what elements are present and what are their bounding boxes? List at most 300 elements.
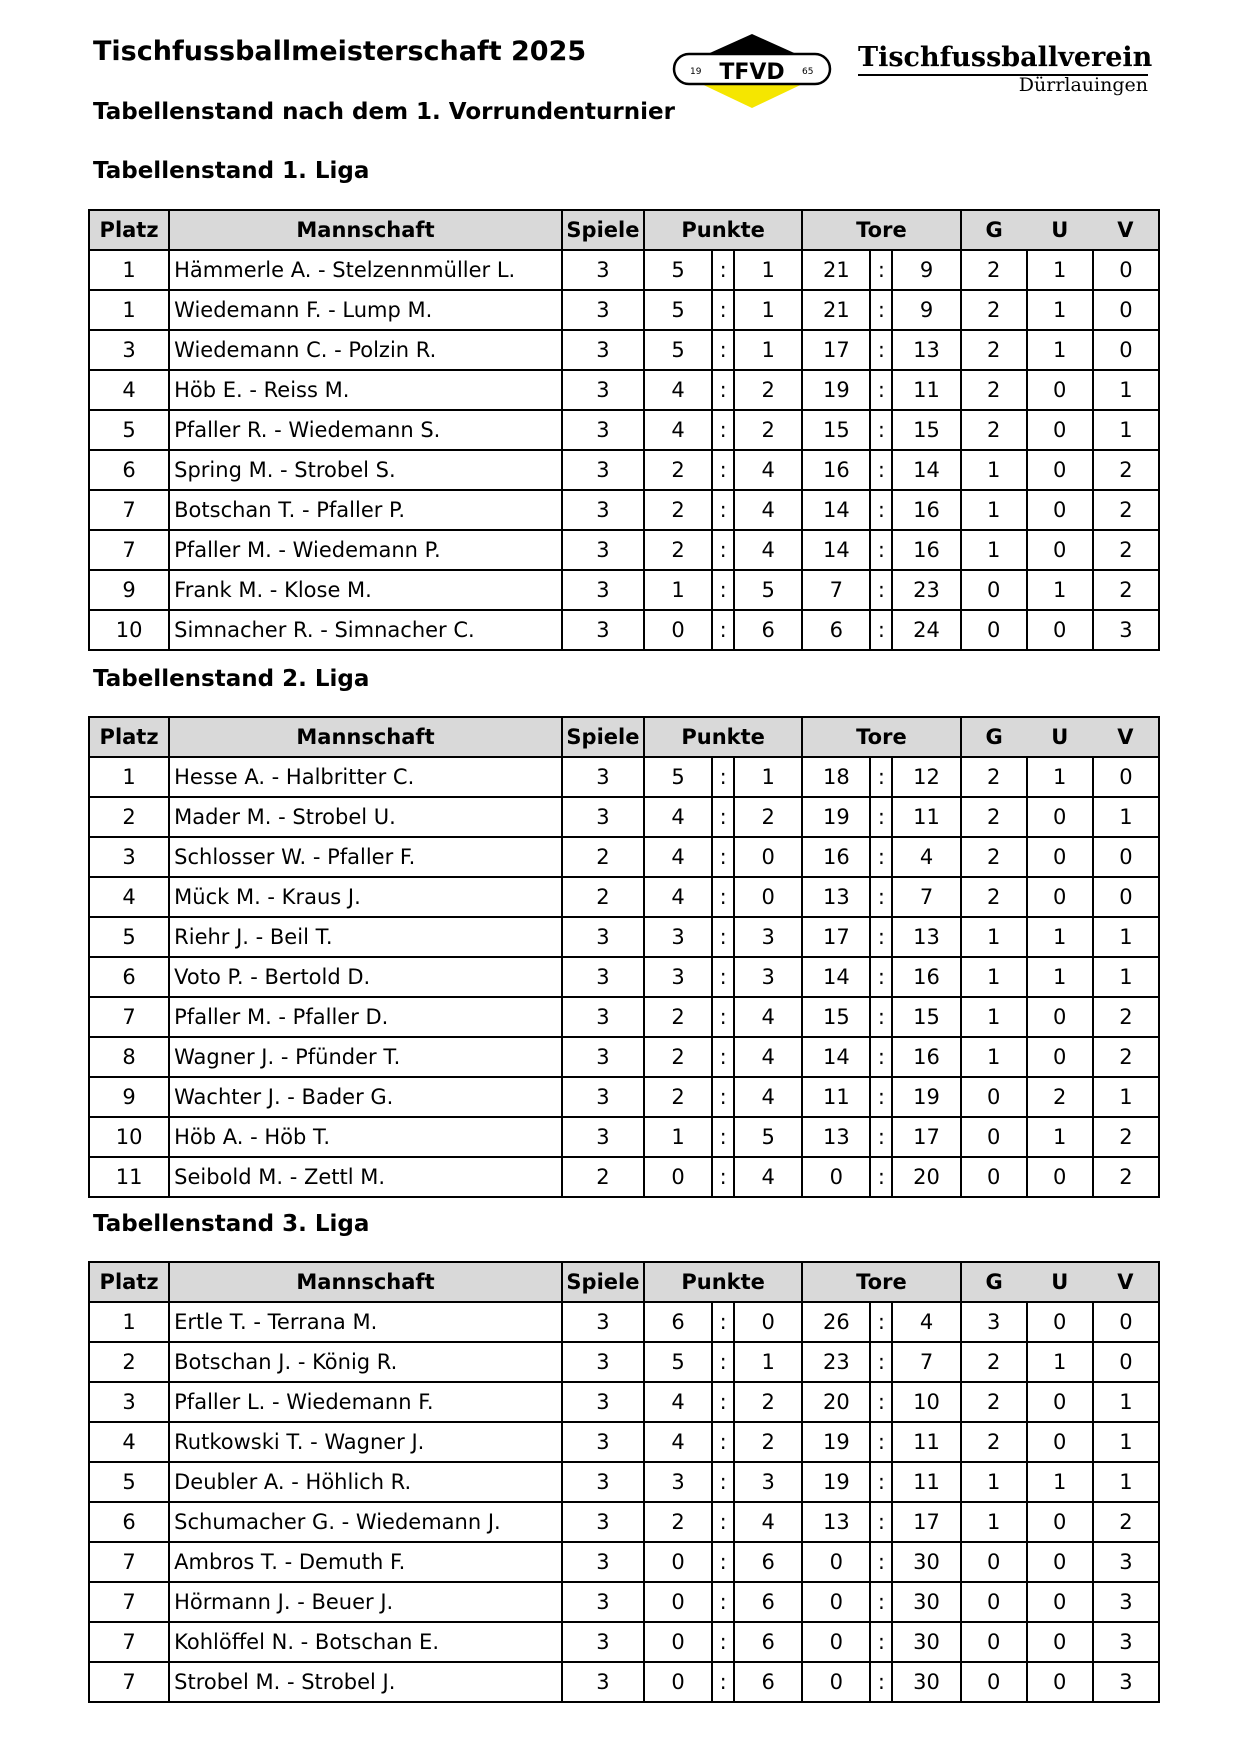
cell-spiele: 3 (562, 997, 644, 1037)
cell-mannschaft: Schumacher G. - Wiedemann J. (169, 1502, 562, 1542)
cell-separator: : (712, 1077, 734, 1117)
cell-separator: : (870, 1342, 892, 1382)
cell-tore-plus: 21 (802, 290, 870, 330)
cell-spiele: 3 (562, 757, 644, 797)
cell-spiele: 3 (562, 957, 644, 997)
cell-punkte-minus: 6 (734, 610, 802, 650)
cell-tore-plus: 14 (802, 957, 870, 997)
cell-punkte-plus: 4 (644, 410, 712, 450)
table-row (89, 530, 1159, 570)
cell-spiele: 3 (562, 917, 644, 957)
cell-mannschaft: Ertle T. - Terrana M. (169, 1302, 562, 1342)
cell-spiele: 3 (562, 330, 644, 370)
cell-tore-minus: 4 (892, 837, 960, 877)
header-punkte: Punkte (644, 1262, 802, 1302)
table-row (89, 370, 1159, 410)
cell-separator: : (870, 1422, 892, 1462)
cell-separator: : (870, 1077, 892, 1117)
cell-spiele: 2 (562, 837, 644, 877)
table-row (89, 1422, 1159, 1462)
league-title: Tabellenstand 3. Liga (93, 1211, 370, 1237)
cell-g: 2 (961, 757, 1027, 797)
cell-punkte-minus: 2 (734, 410, 802, 450)
cell-separator: : (712, 1302, 734, 1342)
cell-tore-plus: 6 (802, 610, 870, 650)
cell-u: 0 (1027, 1582, 1093, 1622)
cell-tore-minus: 7 (892, 1342, 960, 1382)
cell-u: 1 (1027, 957, 1093, 997)
cell-spiele: 3 (562, 1117, 644, 1157)
cell-v: 1 (1093, 410, 1159, 450)
cell-punkte-minus: 4 (734, 490, 802, 530)
cell-punkte-minus: 1 (734, 250, 802, 290)
logo-year-right: 65 (802, 67, 814, 77)
cell-punkte-minus: 4 (734, 530, 802, 570)
cell-spiele: 3 (562, 1382, 644, 1422)
cell-punkte-plus: 4 (644, 370, 712, 410)
cell-g: 1 (961, 997, 1027, 1037)
cell-platz: 1 (89, 1302, 169, 1342)
cell-separator: : (712, 490, 734, 530)
cell-punkte-minus: 1 (734, 757, 802, 797)
cell-mannschaft: Wagner J. - Pfünder T. (169, 1037, 562, 1077)
header-v: V (1093, 1262, 1159, 1302)
header-punkte: Punkte (644, 210, 802, 250)
cell-g: 1 (961, 917, 1027, 957)
cell-u: 0 (1027, 1502, 1093, 1542)
cell-punkte-minus: 0 (734, 877, 802, 917)
cell-separator: : (870, 250, 892, 290)
cell-tore-minus: 11 (892, 370, 960, 410)
cell-platz: 7 (89, 997, 169, 1037)
cell-v: 1 (1093, 1077, 1159, 1117)
cell-g: 1 (961, 490, 1027, 530)
table-row (89, 250, 1159, 290)
table-row (89, 570, 1159, 610)
cell-u: 1 (1027, 290, 1093, 330)
cell-separator: : (712, 570, 734, 610)
cell-g: 2 (961, 290, 1027, 330)
table-row (89, 1077, 1159, 1117)
cell-mannschaft: Ambros T. - Demuth F. (169, 1542, 562, 1582)
cell-tore-plus: 23 (802, 1342, 870, 1382)
cell-g: 2 (961, 1382, 1027, 1422)
league-table (88, 209, 1160, 651)
cell-g: 0 (961, 1157, 1027, 1197)
cell-punkte-minus: 6 (734, 1542, 802, 1582)
cell-mannschaft: Hesse A. - Halbritter C. (169, 757, 562, 797)
cell-tore-plus: 21 (802, 250, 870, 290)
header-tore: Tore (802, 210, 960, 250)
cell-platz: 7 (89, 1662, 169, 1702)
cell-punkte-plus: 2 (644, 450, 712, 490)
cell-separator: : (870, 1157, 892, 1197)
table-row (89, 917, 1159, 957)
cell-punkte-plus: 4 (644, 837, 712, 877)
cell-u: 2 (1027, 1077, 1093, 1117)
cell-g: 0 (961, 1622, 1027, 1662)
cell-spiele: 2 (562, 877, 644, 917)
table-header-row (89, 210, 1159, 250)
cell-spiele: 3 (562, 1077, 644, 1117)
cell-platz: 1 (89, 290, 169, 330)
cell-separator: : (870, 490, 892, 530)
cell-punkte-minus: 4 (734, 1502, 802, 1542)
cell-u: 0 (1027, 1622, 1093, 1662)
cell-punkte-minus: 3 (734, 957, 802, 997)
cell-punkte-plus: 2 (644, 1502, 712, 1542)
cell-platz: 3 (89, 1382, 169, 1422)
cell-tore-plus: 13 (802, 1502, 870, 1542)
cell-g: 2 (961, 330, 1027, 370)
table-row (89, 1382, 1159, 1422)
cell-tore-plus: 0 (802, 1157, 870, 1197)
cell-tore-minus: 9 (892, 290, 960, 330)
cell-v: 0 (1093, 250, 1159, 290)
cell-tore-plus: 0 (802, 1622, 870, 1662)
cell-separator: : (712, 250, 734, 290)
cell-separator: : (712, 370, 734, 410)
cell-separator: : (712, 1542, 734, 1582)
cell-tore-minus: 13 (892, 330, 960, 370)
header-spiele: Spiele (562, 1262, 644, 1302)
header-u: U (1027, 210, 1093, 250)
cell-platz: 7 (89, 1622, 169, 1662)
cell-spiele: 3 (562, 410, 644, 450)
cell-punkte-minus: 2 (734, 797, 802, 837)
table-row (89, 1502, 1159, 1542)
cell-v: 3 (1093, 1582, 1159, 1622)
cell-punkte-plus: 1 (644, 570, 712, 610)
cell-v: 3 (1093, 1542, 1159, 1582)
cell-punkte-minus: 3 (734, 917, 802, 957)
cell-spiele: 3 (562, 1542, 644, 1582)
cell-g: 1 (961, 1502, 1027, 1542)
cell-spiele: 3 (562, 1342, 644, 1382)
cell-separator: : (870, 757, 892, 797)
cell-tore-plus: 0 (802, 1662, 870, 1702)
cell-u: 0 (1027, 1662, 1093, 1702)
cell-u: 1 (1027, 917, 1093, 957)
cell-g: 2 (961, 797, 1027, 837)
cell-tore-plus: 0 (802, 1542, 870, 1582)
cell-spiele: 3 (562, 370, 644, 410)
table-row (89, 997, 1159, 1037)
cell-punkte-minus: 2 (734, 1382, 802, 1422)
cell-separator: : (712, 997, 734, 1037)
table-row (89, 610, 1159, 650)
cell-tore-minus: 23 (892, 570, 960, 610)
cell-punkte-plus: 6 (644, 1302, 712, 1342)
cell-punkte-minus: 3 (734, 1462, 802, 1502)
cell-separator: : (870, 1117, 892, 1157)
cell-u: 0 (1027, 1382, 1093, 1422)
cell-separator: : (870, 530, 892, 570)
cell-punkte-minus: 5 (734, 570, 802, 610)
cell-spiele: 3 (562, 490, 644, 530)
cell-separator: : (870, 837, 892, 877)
header-tore: Tore (802, 717, 960, 757)
cell-spiele: 3 (562, 1302, 644, 1342)
header-mannschaft: Mannschaft (169, 717, 562, 757)
cell-tore-plus: 26 (802, 1302, 870, 1342)
cell-tore-minus: 11 (892, 1422, 960, 1462)
cell-separator: : (870, 997, 892, 1037)
cell-u: 0 (1027, 797, 1093, 837)
cell-punkte-minus: 2 (734, 1422, 802, 1462)
cell-punkte-plus: 2 (644, 490, 712, 530)
cell-u: 0 (1027, 1422, 1093, 1462)
cell-platz: 7 (89, 490, 169, 530)
cell-tore-minus: 7 (892, 877, 960, 917)
cell-tore-plus: 19 (802, 797, 870, 837)
cell-g: 3 (961, 1302, 1027, 1342)
cell-u: 0 (1027, 370, 1093, 410)
cell-separator: : (870, 877, 892, 917)
cell-mannschaft: Botschan J. - König R. (169, 1342, 562, 1382)
cell-tore-minus: 16 (892, 1037, 960, 1077)
logo-year-left: 19 (690, 67, 702, 77)
cell-separator: : (870, 917, 892, 957)
cell-g: 1 (961, 957, 1027, 997)
cell-tore-plus: 16 (802, 837, 870, 877)
cell-u: 0 (1027, 877, 1093, 917)
cell-v: 2 (1093, 490, 1159, 530)
cell-tore-plus: 18 (802, 757, 870, 797)
cell-punkte-minus: 1 (734, 1342, 802, 1382)
cell-g: 2 (961, 1342, 1027, 1382)
cell-v: 3 (1093, 1662, 1159, 1702)
cell-platz: 2 (89, 1342, 169, 1382)
cell-tore-plus: 19 (802, 1422, 870, 1462)
cell-v: 0 (1093, 837, 1159, 877)
cell-separator: : (870, 1622, 892, 1662)
cell-separator: : (712, 1422, 734, 1462)
table-row (89, 1582, 1159, 1622)
club-place: Dürrlauingen (1018, 74, 1148, 96)
cell-u: 0 (1027, 530, 1093, 570)
cell-tore-plus: 14 (802, 490, 870, 530)
cell-u: 1 (1027, 1117, 1093, 1157)
cell-mannschaft: Höb A. - Höb T. (169, 1117, 562, 1157)
cell-v: 2 (1093, 1157, 1159, 1197)
cell-punkte-plus: 2 (644, 1077, 712, 1117)
header-g: G (961, 717, 1027, 757)
cell-g: 1 (961, 1462, 1027, 1502)
cell-tore-plus: 15 (802, 410, 870, 450)
table-row (89, 757, 1159, 797)
cell-platz: 1 (89, 250, 169, 290)
cell-platz: 6 (89, 957, 169, 997)
cell-v: 3 (1093, 1622, 1159, 1662)
cell-punkte-plus: 0 (644, 1622, 712, 1662)
cell-spiele: 3 (562, 1462, 644, 1502)
cell-tore-minus: 30 (892, 1622, 960, 1662)
cell-mannschaft: Pfaller R. - Wiedemann S. (169, 410, 562, 450)
cell-v: 2 (1093, 450, 1159, 490)
cell-punkte-plus: 3 (644, 917, 712, 957)
cell-u: 0 (1027, 490, 1093, 530)
cell-punkte-plus: 2 (644, 1037, 712, 1077)
cell-platz: 10 (89, 1117, 169, 1157)
cell-separator: : (712, 917, 734, 957)
table-row (89, 1302, 1159, 1342)
cell-punkte-plus: 0 (644, 610, 712, 650)
header-platz: Platz (89, 210, 169, 250)
cell-punkte-plus: 5 (644, 757, 712, 797)
cell-tore-minus: 12 (892, 757, 960, 797)
table-row (89, 1037, 1159, 1077)
header-g: G (961, 1262, 1027, 1302)
cell-platz: 8 (89, 1037, 169, 1077)
cell-tore-minus: 9 (892, 250, 960, 290)
cell-u: 0 (1027, 1157, 1093, 1197)
cell-platz: 10 (89, 610, 169, 650)
cell-tore-minus: 17 (892, 1117, 960, 1157)
cell-mannschaft: Strobel M. - Strobel J. (169, 1662, 562, 1702)
cell-platz: 7 (89, 530, 169, 570)
cell-separator: : (712, 1582, 734, 1622)
cell-punkte-minus: 4 (734, 1037, 802, 1077)
cell-platz: 2 (89, 797, 169, 837)
table-row (89, 1462, 1159, 1502)
table-row (89, 290, 1159, 330)
cell-tore-minus: 30 (892, 1662, 960, 1702)
cell-g: 2 (961, 250, 1027, 290)
cell-punkte-plus: 4 (644, 877, 712, 917)
cell-mannschaft: Wachter J. - Bader G. (169, 1077, 562, 1117)
cell-spiele: 3 (562, 450, 644, 490)
cell-mannschaft: Botschan T. - Pfaller P. (169, 490, 562, 530)
cell-punkte-minus: 4 (734, 997, 802, 1037)
cell-spiele: 3 (562, 1037, 644, 1077)
cell-punkte-plus: 5 (644, 290, 712, 330)
header-platz: Platz (89, 1262, 169, 1302)
cell-separator: : (712, 1662, 734, 1702)
cell-tore-minus: 11 (892, 1462, 960, 1502)
table-row (89, 957, 1159, 997)
header-platz: Platz (89, 717, 169, 757)
cell-tore-plus: 7 (802, 570, 870, 610)
cell-tore-minus: 15 (892, 997, 960, 1037)
cell-mannschaft: Riehr J. - Beil T. (169, 917, 562, 957)
cell-platz: 9 (89, 1077, 169, 1117)
header-spiele: Spiele (562, 717, 644, 757)
cell-tore-plus: 15 (802, 997, 870, 1037)
cell-platz: 9 (89, 570, 169, 610)
cell-separator: : (870, 410, 892, 450)
cell-mannschaft: Hörmann J. - Beuer J. (169, 1582, 562, 1622)
cell-mannschaft: Schlosser W. - Pfaller F. (169, 837, 562, 877)
cell-platz: 4 (89, 370, 169, 410)
cell-tore-minus: 16 (892, 957, 960, 997)
cell-separator: : (712, 1117, 734, 1157)
cell-punkte-plus: 5 (644, 330, 712, 370)
cell-spiele: 3 (562, 290, 644, 330)
table-row (89, 1117, 1159, 1157)
cell-u: 0 (1027, 410, 1093, 450)
cell-platz: 6 (89, 450, 169, 490)
cell-g: 2 (961, 410, 1027, 450)
cell-tore-minus: 17 (892, 1502, 960, 1542)
page-subtitle: Tabellenstand nach dem 1. Vorrundenturnier (93, 99, 675, 125)
league-title: Tabellenstand 1. Liga (93, 158, 370, 184)
header-punkte: Punkte (644, 717, 802, 757)
cell-mannschaft: Seibold M. - Zettl M. (169, 1157, 562, 1197)
cell-u: 1 (1027, 330, 1093, 370)
cell-platz: 4 (89, 877, 169, 917)
cell-separator: : (712, 1037, 734, 1077)
cell-tore-plus: 13 (802, 877, 870, 917)
cell-tore-minus: 4 (892, 1302, 960, 1342)
table-row (89, 1342, 1159, 1382)
cell-v: 1 (1093, 1382, 1159, 1422)
cell-punkte-minus: 1 (734, 330, 802, 370)
cell-platz: 7 (89, 1582, 169, 1622)
header-mannschaft: Mannschaft (169, 1262, 562, 1302)
cell-punkte-plus: 3 (644, 957, 712, 997)
cell-u: 0 (1027, 1302, 1093, 1342)
cell-punkte-minus: 1 (734, 290, 802, 330)
cell-platz: 1 (89, 757, 169, 797)
cell-g: 2 (961, 1422, 1027, 1462)
cell-tore-minus: 24 (892, 610, 960, 650)
cell-v: 2 (1093, 530, 1159, 570)
cell-platz: 5 (89, 1462, 169, 1502)
cell-spiele: 3 (562, 1582, 644, 1622)
cell-platz: 3 (89, 330, 169, 370)
cell-tore-plus: 0 (802, 1582, 870, 1622)
cell-punkte-plus: 4 (644, 797, 712, 837)
cell-separator: : (870, 957, 892, 997)
cell-punkte-minus: 6 (734, 1662, 802, 1702)
cell-tore-minus: 15 (892, 410, 960, 450)
cell-v: 3 (1093, 610, 1159, 650)
cell-mannschaft: Hämmerle A. - Stelzennmüller L. (169, 250, 562, 290)
cell-punkte-minus: 0 (734, 1302, 802, 1342)
header-v: V (1093, 210, 1159, 250)
cell-v: 0 (1093, 330, 1159, 370)
cell-tore-minus: 20 (892, 1157, 960, 1197)
cell-separator: : (712, 837, 734, 877)
cell-v: 0 (1093, 757, 1159, 797)
cell-punkte-plus: 0 (644, 1582, 712, 1622)
cell-tore-minus: 30 (892, 1582, 960, 1622)
cell-separator: : (870, 1462, 892, 1502)
cell-separator: : (712, 1382, 734, 1422)
cell-separator: : (870, 450, 892, 490)
table-row (89, 450, 1159, 490)
cell-spiele: 3 (562, 1662, 644, 1702)
cell-tore-minus: 19 (892, 1077, 960, 1117)
cell-g: 1 (961, 450, 1027, 490)
cell-mannschaft: Voto P. - Bertold D. (169, 957, 562, 997)
page-title: Tischfussballmeisterschaft 2025 (93, 36, 587, 67)
cell-separator: : (870, 330, 892, 370)
cell-u: 1 (1027, 1462, 1093, 1502)
cell-u: 1 (1027, 570, 1093, 610)
cell-u: 1 (1027, 757, 1093, 797)
cell-mannschaft: Kohlöffel N. - Botschan E. (169, 1622, 562, 1662)
cell-separator: : (870, 610, 892, 650)
cell-v: 0 (1093, 877, 1159, 917)
cell-punkte-plus: 5 (644, 250, 712, 290)
cell-separator: : (712, 1157, 734, 1197)
cell-separator: : (870, 290, 892, 330)
cell-mannschaft: Simnacher R. - Simnacher C. (169, 610, 562, 650)
cell-separator: : (712, 1622, 734, 1662)
cell-tore-minus: 16 (892, 530, 960, 570)
